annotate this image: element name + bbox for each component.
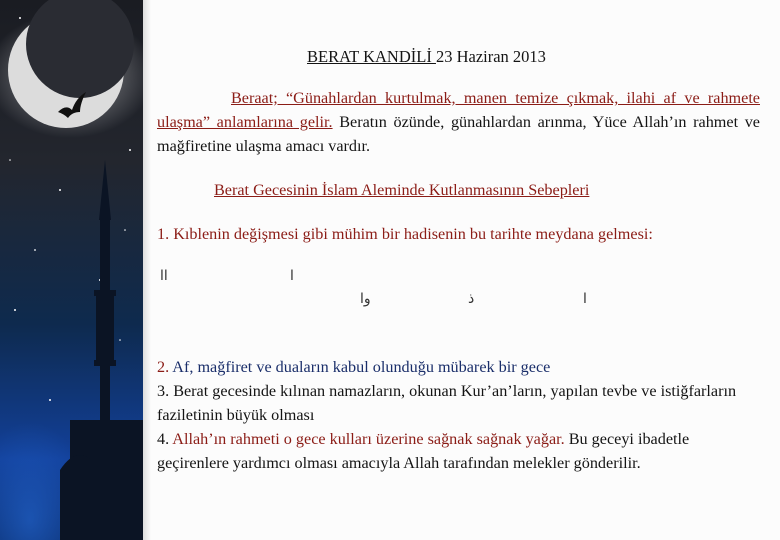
reason-text: Allah’ın rahmeti o gece kulları üzerine sağnak sağnak yağar. [172,430,565,448]
title-date: 23 Haziran 2013 [435,47,546,66]
reason-item-2 [157,355,760,379]
reason-text: Berat gecesinde kılınan namazların, okunan Kur’an’ların, yapılan tevbe ve istiğfarların faziletinin büyük olması [157,382,737,424]
reason-text-rest: Bu geceyi ibadetle geçirenlere yardımcı olması amacıyla Allah tarafından melekler gönderilir. [157,430,690,472]
definition-rest: Beratın özünde, günahlardan arınma, Yüce Allah’ın rahmet ve mağfiretine ulaşma amacı vardır. [157,113,760,155]
panel-edge-shadow [143,0,151,540]
arabic-fragment: ا [583,291,587,307]
reason-number: 3. [157,382,170,400]
reason-number: 2. [157,358,170,376]
definition-lead: Beraat; “Günahlardan kurtulmak, manen temize çıkmak, ilahi af ve rahmete ulaşma” anlamlarına gelir. [157,89,760,131]
crescent-moon-icon [8,0,134,128]
reason-item-1 [157,222,760,246]
arabic-fragment: ا [290,268,294,284]
title-underlined: BERAT KANDİLİ [307,47,436,66]
reason-number: 1. [157,225,170,243]
reason-text: Af, mağfiret ve duaların kabul olunduğu mübarek bir gece [172,358,551,376]
arabic-fragment: وا [360,291,371,307]
reason-text: Kıblenin değişmesi gibi mühim bir hadisenin bu tarihte meydana gelmesi: [173,225,653,243]
page-title [307,47,546,67]
night-sky-illustration [0,0,143,540]
arabic-fragment: اا [160,268,168,284]
decorative-night-sky-panel [0,0,143,540]
reason-item-4 [157,427,760,475]
section-heading: Berat Gecesinin İslam Aleminde Kutlanmasının Sebepleri [214,181,590,199]
arabic-fragment: ذ [468,291,475,307]
definition-paragraph [157,86,760,158]
reason-number: 4. [157,430,170,448]
minaret-silhouette [60,160,143,540]
reason-item-3 [157,379,760,427]
reasons-list [157,355,760,475]
